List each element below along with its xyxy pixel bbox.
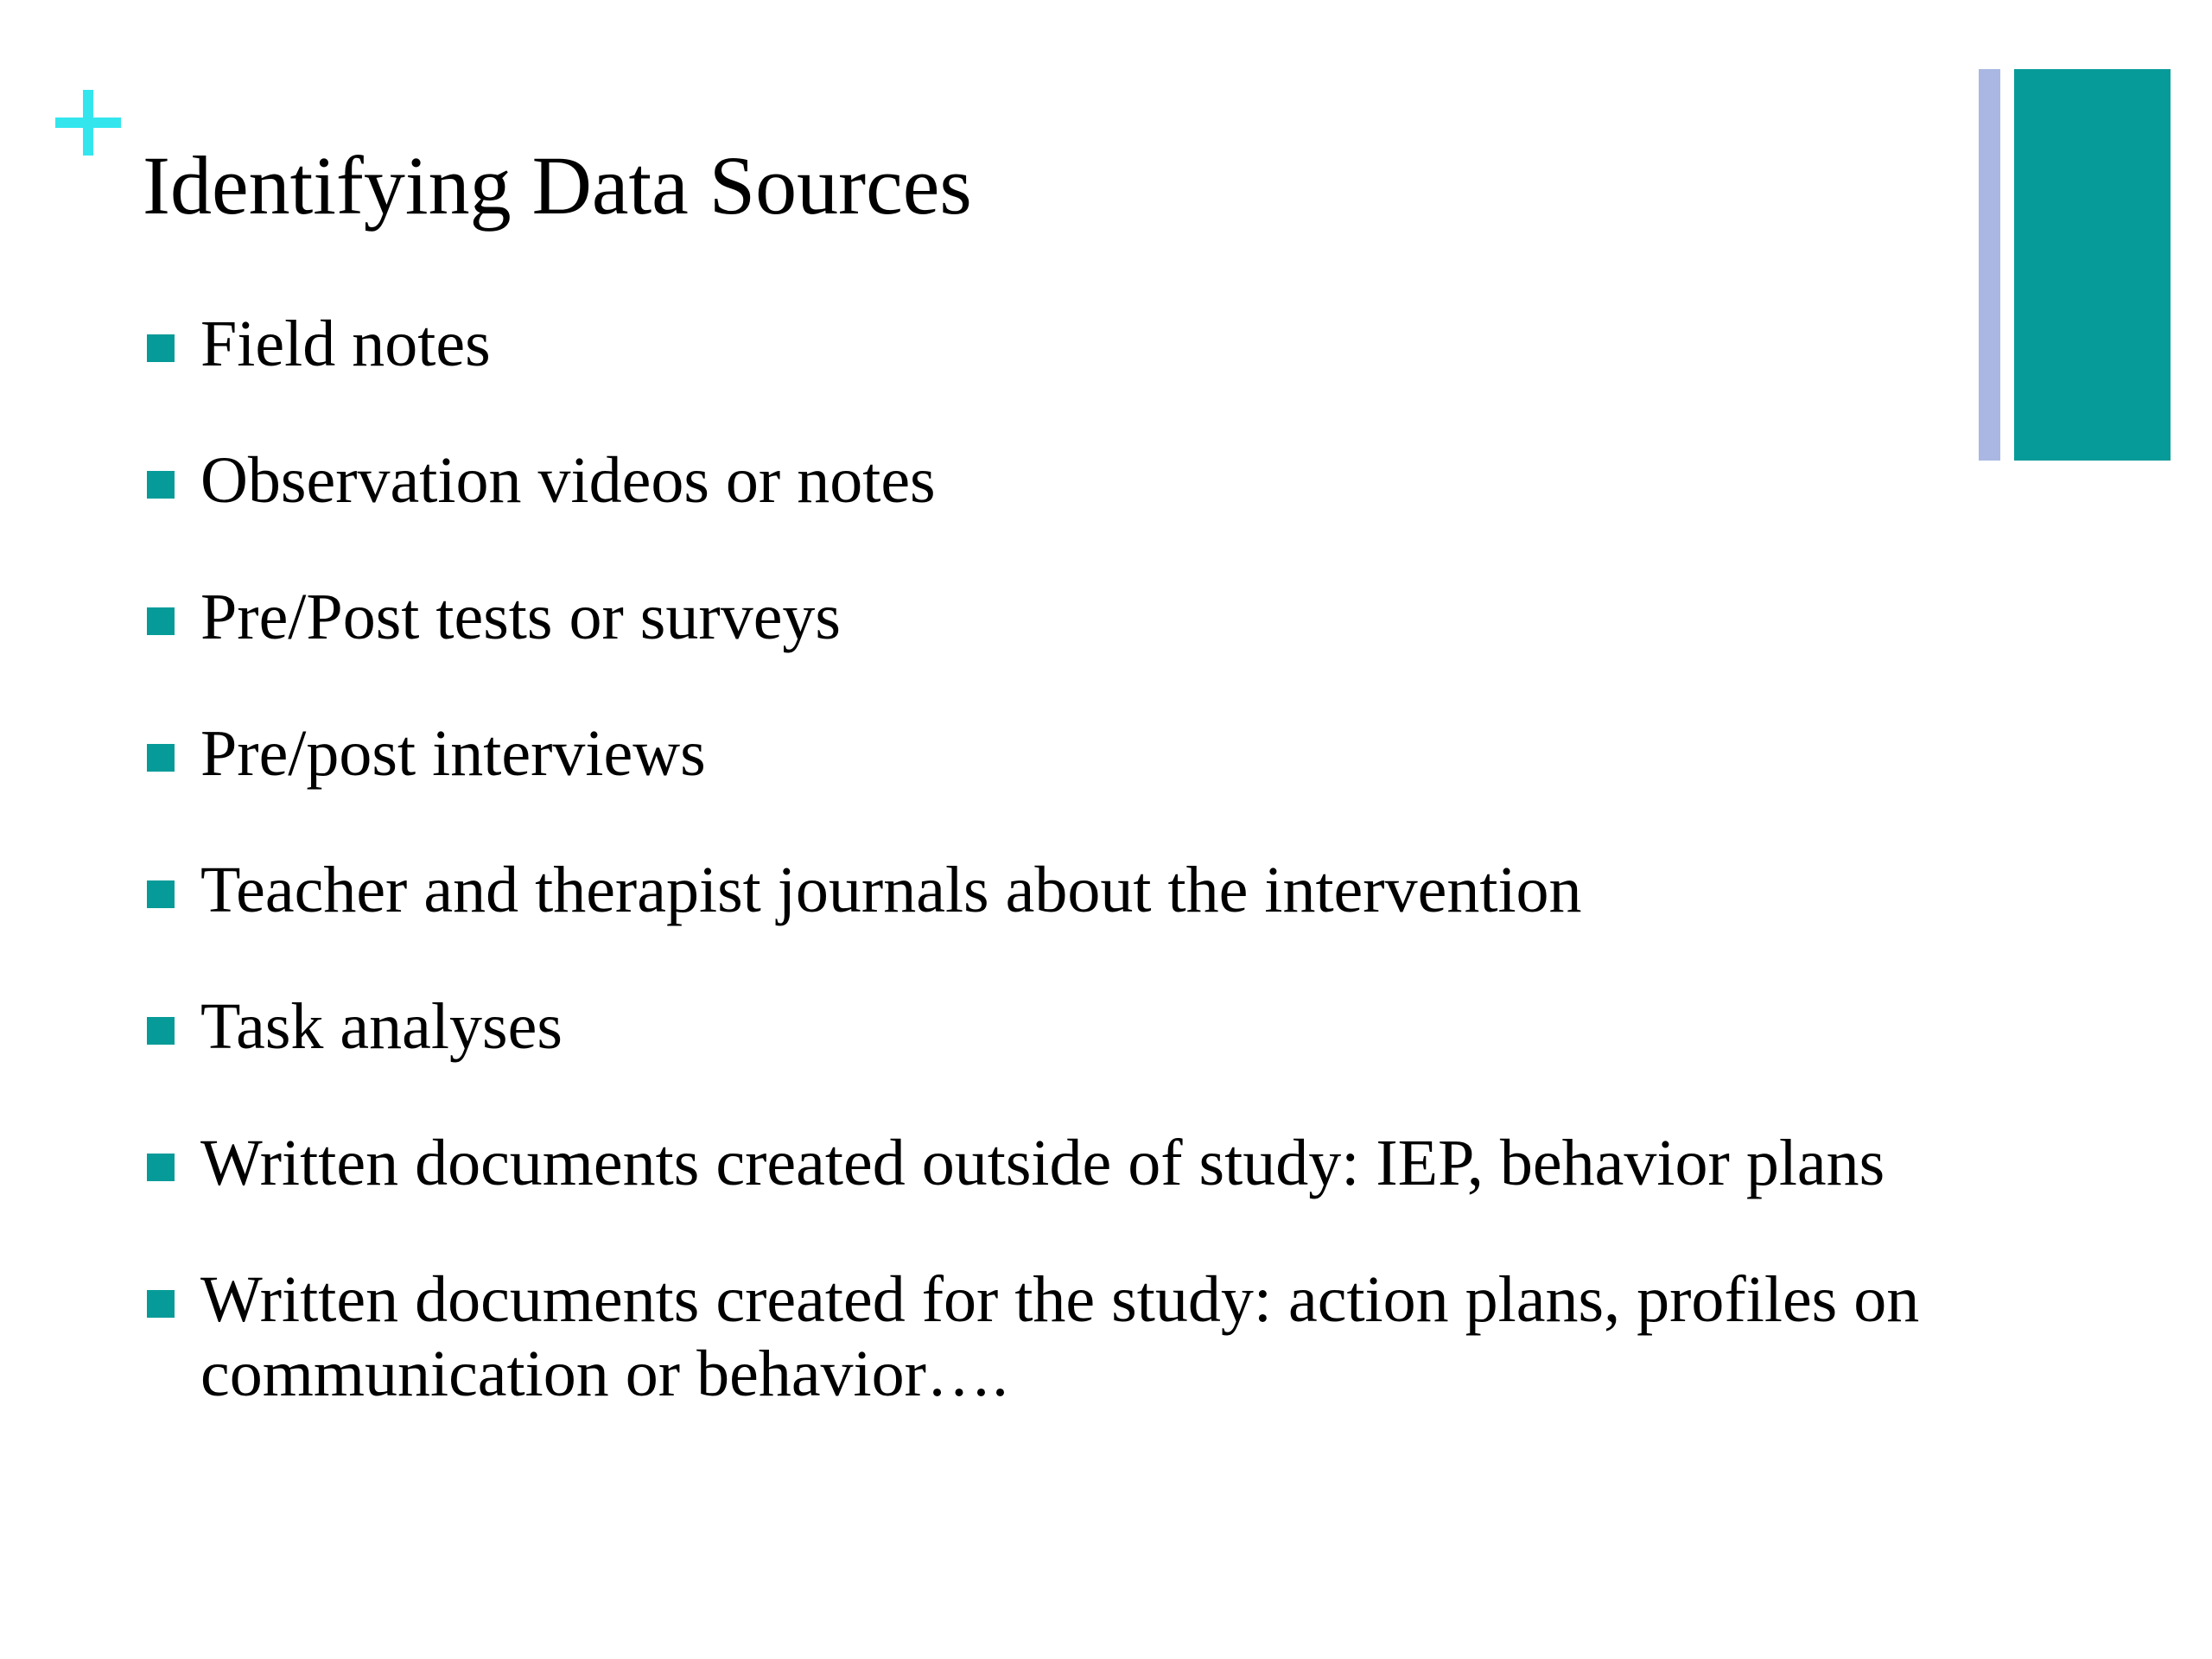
bullet-item-study-documents	[147, 1262, 1961, 1411]
bullet-text: Pre/Post tests or surveys	[200, 581, 841, 653]
bullet-square-icon	[147, 607, 175, 635]
bullet-square-icon	[147, 1154, 175, 1181]
plus-icon-vertical-bar	[83, 90, 93, 156]
decorative-thick-bar	[2014, 69, 2171, 461]
bullet-square-icon	[147, 744, 175, 772]
bullet-square-icon	[147, 1017, 175, 1045]
bullet-text: Field notes	[200, 308, 491, 380]
bullet-text: Teacher and therapist journals about the intervention	[200, 854, 1582, 926]
bullet-square-icon	[147, 334, 175, 362]
bullet-square-icon	[147, 1290, 175, 1318]
slide-title: Identifying Data Sources	[143, 139, 972, 232]
bullet-text: Task analyses	[200, 990, 563, 1063]
bullet-list	[147, 307, 1961, 1473]
bullet-text: Pre/post interviews	[200, 717, 706, 790]
bullet-item-observation	[147, 443, 1961, 518]
bullet-item-pre-post-tests	[147, 580, 1961, 654]
bullet-item-field-notes	[147, 307, 1961, 381]
decorative-thin-bar	[1979, 69, 2000, 461]
bullet-item-task-analyses	[147, 989, 1961, 1064]
bullet-square-icon	[147, 880, 175, 908]
bullet-text: Observation videos or notes	[200, 444, 936, 517]
bullet-text: Written documents created outside of study: IEP, behavior plans	[200, 1127, 1885, 1199]
bullet-square-icon	[147, 471, 175, 499]
bullet-item-outside-documents	[147, 1126, 1961, 1200]
bullet-item-journals	[147, 853, 1961, 927]
plus-icon	[55, 90, 121, 156]
bullet-text: Written documents created for the study: action plans, profiles on communication or behavior….	[200, 1263, 1920, 1410]
bullet-item-interviews	[147, 716, 1961, 791]
